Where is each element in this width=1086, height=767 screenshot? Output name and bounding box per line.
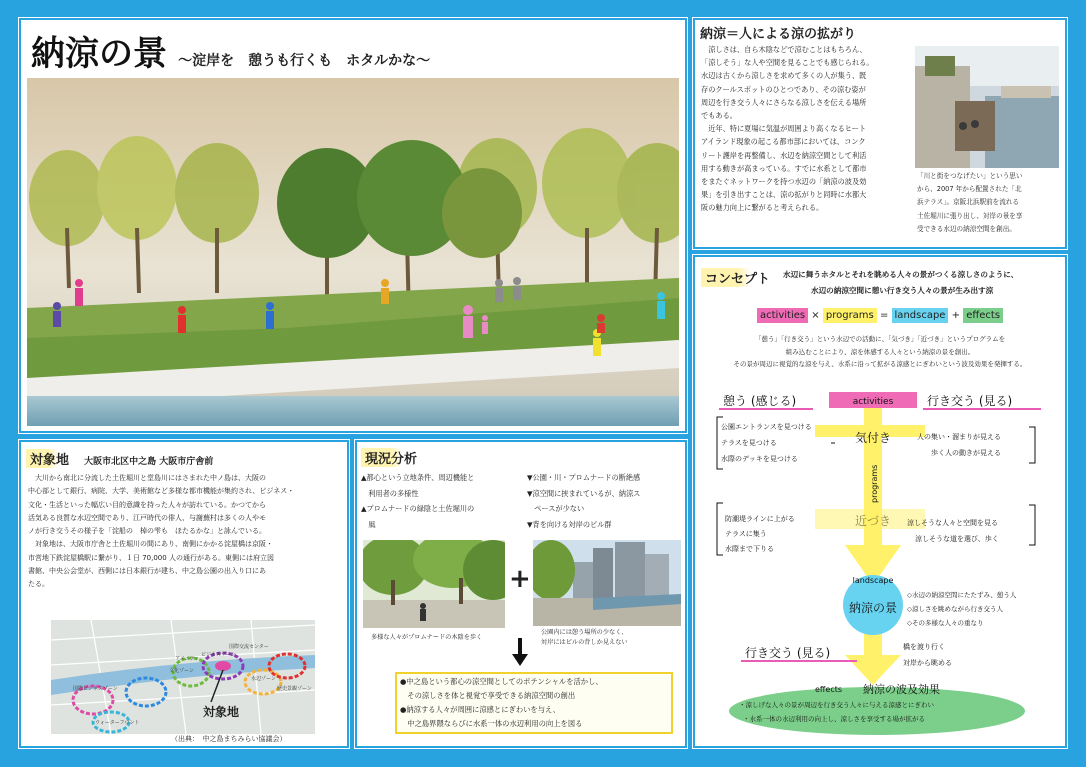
formula-effects: effects <box>963 308 1003 323</box>
spread-panel <box>693 18 1067 249</box>
site-panel <box>19 440 349 748</box>
formula-landscape: landscape <box>892 308 949 323</box>
spread-text <box>701 43 913 215</box>
analysis-weaknesses <box>527 470 685 532</box>
formula-times: × <box>811 310 820 321</box>
caption-line: 受できる水辺の納涼空間を創出。 <box>917 224 1016 233</box>
concept-lead <box>783 267 1063 299</box>
text-line: 文化・生活といった幅広い目的意識を持った人々が訪れている。かつてから <box>28 500 266 509</box>
point-line: ▼涼空間に挟まれているが、納涼ス <box>527 488 641 498</box>
conclusion-line: その涼しさを体と視覚で享受できる納涼空間の創出 <box>400 691 576 700</box>
map-label: ビジネスゾーン <box>201 652 236 658</box>
page-title: 納涼の景 <box>31 34 167 74</box>
terrace-photo-caption <box>917 170 1063 236</box>
promenade-photo-caption: 多様な人々がプロムナードの木陰を歩く <box>371 634 483 641</box>
site-text <box>28 472 346 592</box>
point-line: ▼公園・川・プロムナードの断絶感 <box>527 473 641 482</box>
kizuki-left-3: 水際のデッキを見つける <box>721 455 798 463</box>
point-line: ▼背を向ける対岸のビル群 <box>527 519 612 529</box>
point-line: 風 <box>361 519 376 529</box>
map-label: 国際交流センター <box>229 644 269 650</box>
landscape-point-1: ◇水辺の納涼空間にたたずみ、憩う人 <box>907 591 1017 599</box>
text-line: 用する動きが高まっている。すでに水系として都市 <box>701 163 867 173</box>
text-line: 活気ある良質な水辺空間であり、江戸時代の俳人、与謝蕪村は多くの人やモ <box>28 513 266 522</box>
map-label: アメニティ <box>175 656 200 662</box>
map-label: 国際ビジネスゾーン <box>73 686 118 692</box>
lead-line: 水辺に舞うホタルとそれを眺める人々の景がつくる涼しさのように、 <box>783 270 1019 279</box>
text-line: 大川から南北に分流した土佐堀川と堂島川にはさまれた中ノ島は、大阪の <box>28 474 266 482</box>
text-line: アイランド現象の起こる都市部においては、コンク <box>701 137 866 147</box>
landscape-point-3: ◇その多様な人々の重なり <box>907 619 984 627</box>
nouryou-kei-label: 納涼の景 <box>848 601 898 615</box>
point-line: ▲プロムナードの緑陰と土佐堀川の <box>361 504 475 513</box>
text-line: リート護岸を再整備し、水辺を納涼空間として利活 <box>701 150 867 160</box>
site-location: 大阪市北区中之島 大阪市庁舎前 <box>84 457 214 467</box>
kizuki-label: 気付き <box>854 431 892 445</box>
formula-equals: = <box>879 310 889 321</box>
formula-plus: + <box>951 310 961 321</box>
ikou-label: 憩う (感じる) <box>723 394 797 408</box>
concept-diagram <box>695 385 1065 745</box>
model-photo <box>27 78 679 426</box>
caption-line: 対岸にはビルの背しか見えない <box>541 639 628 646</box>
text-line: 阪の魅力向上に繋がると考えられる。 <box>701 203 824 213</box>
caption-line: 土佐堀川に張り出し、対岸の景を享 <box>917 211 1023 220</box>
text-line: 存のクールスポットのひとつであり、その涼む姿が <box>701 84 866 94</box>
analysis-panel <box>355 440 687 748</box>
down-arrow-icon <box>845 655 901 685</box>
desc-line: 組み込むことにより、涼を体感する人々という納涼の景を創出。 <box>785 347 975 356</box>
hero-panel <box>19 18 687 433</box>
map-credit: （出典： 中之島まちみらい協議会） <box>171 735 287 743</box>
conclusion-line: 中之島界隈ならびに水系一体の水辺利用の向上を図る <box>400 719 583 728</box>
text-line: 市営地下鉄淀屋橋駅に繋がり、１日 70,000 人の通行がある。東側には府立図 <box>28 553 274 562</box>
formula-programs: programs <box>823 308 877 323</box>
promenade-photo <box>363 540 505 628</box>
conclusion-line: ●中之島という都心の涼空間としてのポテンシャルを活かし、 <box>400 677 603 686</box>
point-line: ▲都心という立地条件、周辺機能と <box>361 473 475 482</box>
landscape-point-2: ◇涼しさを眺めながら行き交う人 <box>907 605 1003 613</box>
ikikau-note-1: 橋を渡り行く <box>903 643 945 651</box>
text-line: をまたぐネットワークを持つ水辺の「納涼の波及効 <box>701 177 867 187</box>
caption-line: 「川と街をつなげたい」という思い <box>917 172 1023 180</box>
ikikau-note-2: 対岸から眺める <box>903 659 952 667</box>
desc-line: 「憩う」「行き交う」という水辺での活動に、「気づき」「近づき」というプログラムを <box>754 335 1006 343</box>
ikikau-top-label: 行き交う (見る) <box>927 394 1013 408</box>
concept-panel <box>693 255 1067 748</box>
plus-sign: + <box>509 564 531 594</box>
chikazuki-left-1: 防潮堤ラインに上がる <box>725 515 795 523</box>
caption-line: 浜テラス」。京阪北浜駅前を流れる <box>917 198 1020 207</box>
spread-heading: 納涼＝人による涼の拡がり <box>700 27 857 42</box>
page-subtitle: ～淀岸を 憩うも行くも ホタルかな～ <box>178 53 431 69</box>
text-line: 周辺を行き交う人々にさらなる涼しさを伝える場所 <box>701 97 867 107</box>
lead-line: 水辺の納涼空間に憩い行き交う人々の景が生み出す涼 <box>811 286 994 295</box>
terrace-photo <box>915 46 1059 168</box>
activities-tag: activities <box>852 397 894 407</box>
chikazuki-right-1: 涼しそうな人々と空間を見る <box>907 519 998 527</box>
riverside-photo-caption <box>541 628 628 648</box>
site-map <box>51 620 315 734</box>
conclusion-line: ●納涼する人々が周囲に涼感とにぎわいを与え、 <box>400 705 561 714</box>
chikazuki-right-2: 涼しそうな道を選び、歩く <box>915 535 999 543</box>
concept-heading: コンセプト <box>701 268 774 287</box>
analysis-heading: 現況分析 <box>361 448 421 467</box>
text-line: ノが行き交うその様子を「淀船の 棹の雫も ほたるかな」と詠んでいる。 <box>28 527 266 536</box>
text-line: 水辺は古くから涼しさを求めて多くの人が集う、既 <box>701 71 867 81</box>
formula-activities: activities <box>757 308 808 323</box>
landscape-tag: landscape <box>852 576 894 585</box>
text-line: たる。 <box>28 580 49 589</box>
text-line: 書館、中央公会堂が、西側には日本銀行が建ち、中之島公園の出入り口にあ <box>28 567 266 576</box>
chikazuki-left-2: テラスに集う <box>725 530 767 538</box>
effects-point-1: ・涼しげな人々の景が周辺を行き交う人々に与える涼感とにぎわい <box>739 701 934 709</box>
text-line: でもある。 <box>701 111 737 121</box>
chikazuki-left-3: 水際まで下りる <box>725 545 774 553</box>
caption-line: から、2007 年から配置された「北 <box>917 185 1022 194</box>
down-arrow-icon <box>511 638 529 668</box>
caption-line: 公園内には憩う場所の少なく、 <box>541 629 628 636</box>
text-line: 近年、特に夏場に気温が周囲より高くなるヒート <box>701 124 867 134</box>
text-line: 対象地は、大阪市庁舎と土佐堀川の間にあり、南側にかかる淀屋橋は京阪・ <box>28 540 273 549</box>
concept-formula <box>757 310 1003 321</box>
kizuki-right-2: 歩く人の動きが見える <box>931 449 1001 457</box>
text-line: 中心部として銀行、病院、大学、美術館など多様な都市機能が集約され、ビジネス・ <box>28 487 295 496</box>
point-line: 利用者の多様性 <box>361 488 419 498</box>
analysis-strengths <box>361 470 521 532</box>
site-heading: 対象地 <box>26 449 73 468</box>
kizuki-right-1: 人の集い・溜まりが見える <box>917 433 1001 441</box>
map-target-label: 対象地 <box>203 705 240 719</box>
effects-point-2: ・水系一体の水辺利用の向上し、涼しさを享受する場が拡がる <box>743 715 925 723</box>
analysis-conclusion <box>395 672 673 734</box>
riverside-photo <box>533 540 681 626</box>
concept-description <box>695 333 1065 371</box>
hakyu-label: 納涼の波及効果 <box>863 683 940 696</box>
map-label: 文化ゾーン <box>169 668 194 674</box>
map-label: 歴史景観ゾーン <box>277 686 312 692</box>
effects-tag: effects <box>815 685 843 694</box>
desc-line: その景が周辺に視覚的な涼を与え、水系に沿って拡がる涼感とにぎわいという波及効果を発揮する。 <box>733 360 1027 368</box>
programs-tag: programs <box>870 464 879 503</box>
kizuki-left-1: 公園エントランスを見つける <box>721 423 812 431</box>
map-label: ウォーターフロント <box>95 720 140 726</box>
text-line: 涼しさは、自ら木陰などで涼むことはもちろん、 <box>701 45 867 54</box>
point-line: ペースが少ない <box>527 504 585 513</box>
text-line: 「涼しそう」な人や空間を見ることでも感じられる。 <box>701 58 874 68</box>
text-line: 果」を引き出すことは、涼の拡がりと同時に水都大 <box>701 190 867 200</box>
map-label: 水辺ゾーン <box>251 676 276 682</box>
ikikau-bottom-label: 行き交う (見る) <box>745 646 831 660</box>
kizuki-left-2: テラスを見つける <box>721 439 777 447</box>
